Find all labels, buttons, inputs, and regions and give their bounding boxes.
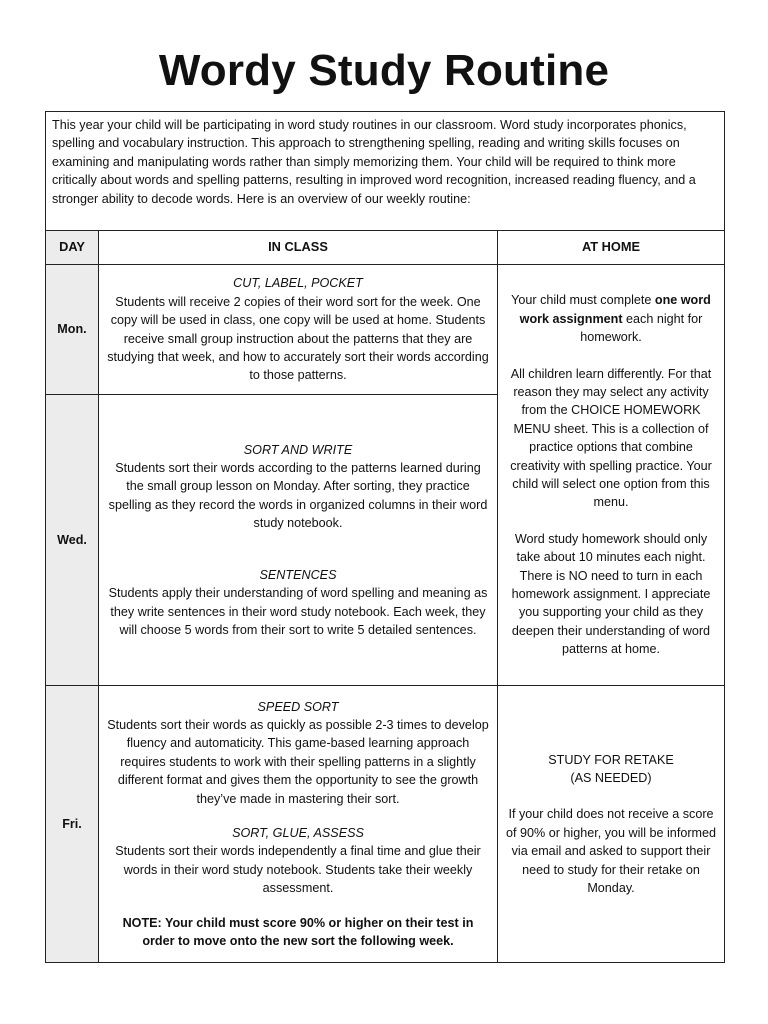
friday-section1-text: Students sort their words as quickly as possible 2-3 times to develop fluency and automaticity. This game-based learning approach requires students to work with their spelling patterns in a slightly different format and gives them the opportunity to see the growth they’ve made in mastering their sort. bbox=[107, 717, 489, 806]
home-paragraph-3: Word study homework should only take about 10 minutes each night. There is NO need to turn in each homework assignment. I appreciate you supporting your child as they deepen their understanding of word patterns at home. bbox=[511, 531, 711, 657]
home-p1-before: Your child must complete bbox=[511, 293, 655, 308]
header-in-class: IN CLASS bbox=[99, 231, 498, 265]
wednesday-section2-text: Students apply their understanding of word spelling and meaning as they write sentences in their word study notebook. Each week, they will choose 5 words from their sort to write 5 detailed sentences. bbox=[108, 586, 488, 637]
wednesday-in-class bbox=[99, 395, 498, 686]
friday-section2-title: SORT, GLUE, ASSESS bbox=[232, 826, 364, 840]
friday-at-home bbox=[498, 686, 725, 963]
intro-cell bbox=[46, 112, 725, 231]
friday-home-text: If your child does not receive a score of 90% or higher, you will be informed via email and asked to support their need to study for their retake on Monday. bbox=[506, 807, 717, 896]
friday-home-title-line1: STUDY FOR RETAKE bbox=[548, 752, 674, 767]
friday-section1-title: SPEED SORT bbox=[257, 699, 339, 714]
wednesday-section1-title: SORT AND WRITE bbox=[243, 442, 353, 457]
page-title: Wordy Study Routine bbox=[158, 46, 610, 95]
row-monday bbox=[46, 265, 725, 395]
day-wednesday: Wed. bbox=[46, 395, 99, 686]
home-p1-after: each night for homework. bbox=[580, 311, 703, 345]
monday-in-class bbox=[99, 265, 498, 395]
intro-row bbox=[46, 112, 725, 231]
friday-note: NOTE: Your child must score 90% or higher on their test in order to move onto the new sort the following week. bbox=[122, 915, 474, 949]
header-at-home: AT HOME bbox=[498, 231, 725, 265]
header-day: DAY bbox=[46, 231, 99, 265]
routine-table bbox=[45, 111, 725, 963]
day-friday: Fri. bbox=[46, 686, 99, 963]
home-paragraph-2: All children learn differently. For that reason they may select any activity from the CHOICE HOMEWORK MENU sheet. This is a collection of practice options that combine creativity with spelling practice. Your child will select one option from this menu. bbox=[510, 366, 712, 510]
monday-section-text: Students will receive 2 copies of their word sort for the week. One copy will be used in class, one copy will be used at home. Students receive small group instruction about the patterns that they are studying that week, and how to accurately sort their words according to those patterns. bbox=[107, 294, 489, 383]
intro-text: This year your child will be participating in word study routines in our classroom. Word study incorporates phonics, spelling and vocabulary instruction. This approach to strengthening spelling, reading and writing skills focuses on examining and manipulating words rather than simply memorizing them. Your child will be required to think more critically about words and spelling patterns, resulting in improved word recognition, increased reading fluency, and a stronger ability to decode words. Here is an overview of our weekly routine: bbox=[52, 118, 696, 206]
header-row bbox=[46, 231, 725, 265]
friday-section2-text: Students sort their words independently a final time and glue their words in their word study notebook. Students take their weekly assessment. bbox=[115, 844, 481, 896]
wednesday-section1-text: Students sort their words according to the patterns learned during the small group lesson on Monday. After sorting, they practice spelling as they record the words in organized columns in their word study notebook. bbox=[108, 461, 488, 531]
friday-in-class bbox=[99, 686, 498, 963]
row-friday bbox=[46, 686, 725, 963]
monday-section-title: CUT, LABEL, POCKET bbox=[233, 276, 363, 291]
friday-home-title-line2: (AS NEEDED) bbox=[570, 770, 652, 785]
day-monday: Mon. bbox=[46, 265, 99, 395]
home-p1-bold: one word work assignment bbox=[519, 293, 711, 326]
home-paragraph-1 bbox=[506, 291, 716, 346]
mon-wed-at-home bbox=[498, 265, 725, 686]
wednesday-section2-title: SENTENCES bbox=[259, 567, 337, 582]
